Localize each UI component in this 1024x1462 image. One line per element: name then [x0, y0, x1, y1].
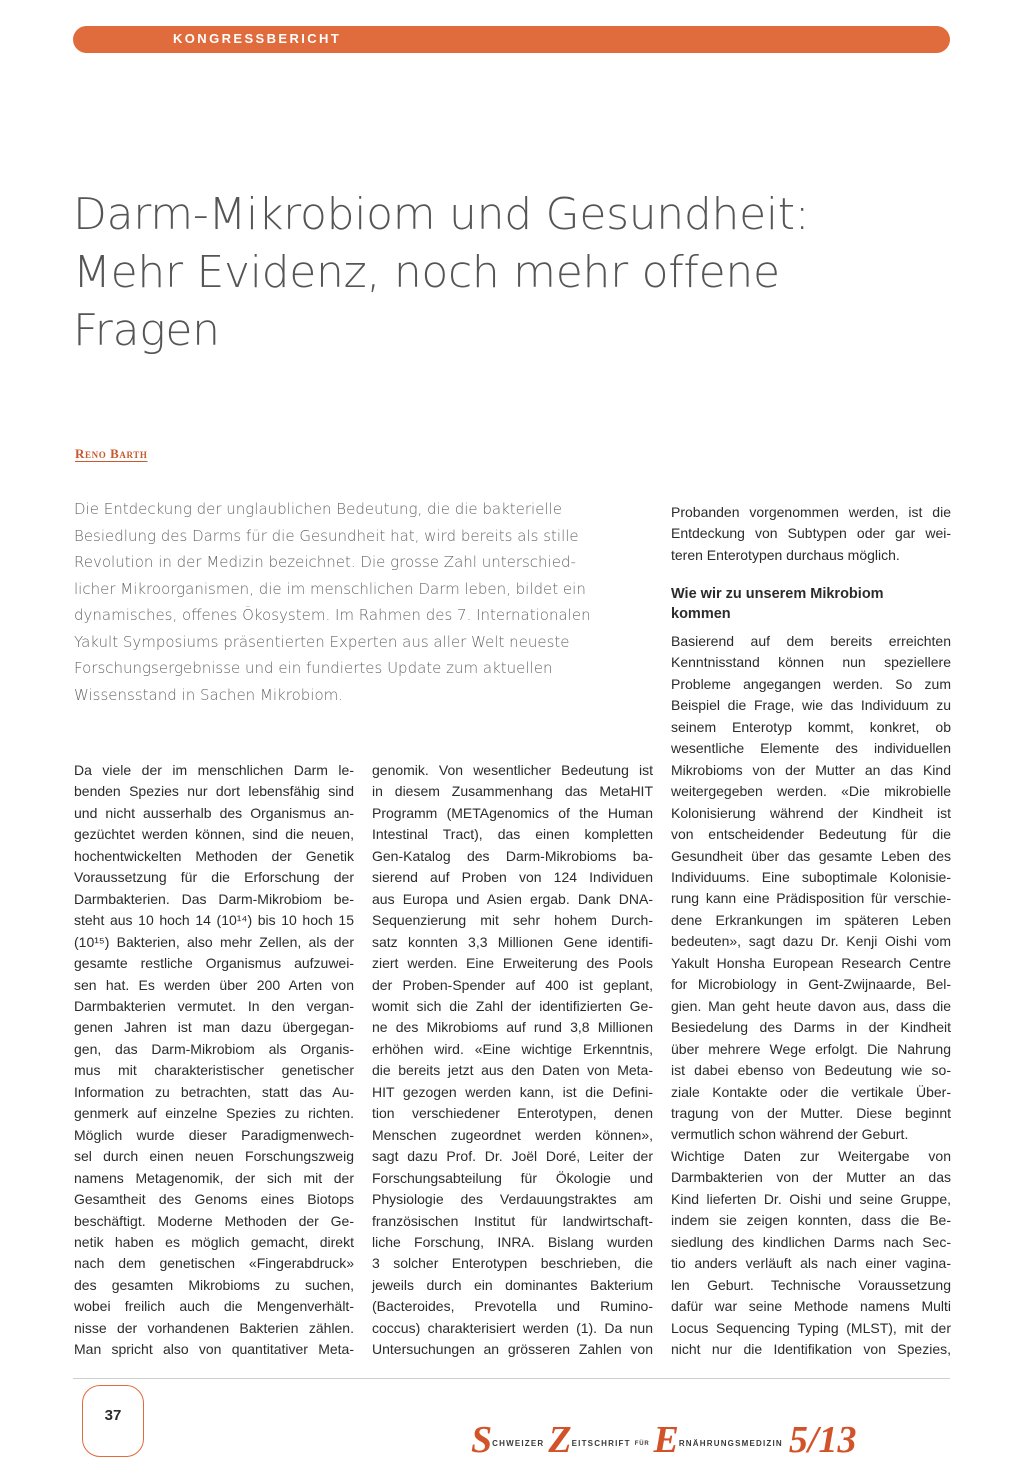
body-line: benden Spezies nur dort lebensfähig sind — [74, 783, 354, 800]
footer-divider — [73, 1378, 950, 1379]
page-number: 37 — [104, 1407, 122, 1424]
body-line: for Microbiology in Gent-Zwijnaarde, Bel- — [671, 976, 951, 993]
section-subheading — [671, 584, 951, 624]
lead-paragraph — [74, 496, 634, 708]
body-line: genmerk auf einzelne Spezies zu richten. — [74, 1105, 354, 1122]
lead-line: Die Entdeckung der unglaublichen Bedeutung, die die bakterielle — [74, 500, 563, 518]
journal-initial-e: E — [653, 1419, 679, 1461]
body-line: Möglich wurde dieser Paradigmenwech- — [74, 1126, 354, 1143]
body-line: beschäftigt. Moderne Methoden der Ge- — [74, 1212, 354, 1229]
body-line: Forschungsabteilung für Ökologie und — [372, 1169, 653, 1186]
body-line: sierend auf Proben von 124 Individuen — [372, 869, 653, 886]
body-line: über mehrere Wege erfolgt. Die Nahrung — [671, 1040, 951, 1057]
journal-initial-s: S — [471, 1419, 493, 1461]
body-line: len Geburt. Technische Voraussetzung — [671, 1276, 951, 1293]
body-line: die bereits jetzt aus den Daten von Meta- — [372, 1062, 653, 1079]
body-line: Mikrobioms von der Mutter an das Kind — [671, 761, 951, 778]
journal-word-3: FÜR — [634, 1441, 650, 1447]
body-line: Entdeckung von Subtypen oder gar wei- — [671, 525, 951, 542]
body-line: seinem Enterotyp kommt, konkret, ob — [671, 718, 951, 735]
journal-issue: 5/13 — [788, 1419, 857, 1461]
lead-line: Yakult Symposiums präsentierten Experten aus aller Welt neueste — [74, 632, 570, 651]
section-banner — [73, 26, 950, 53]
body-line: rung kann eine Prädisposition für verschie- — [671, 890, 951, 907]
body-line: Darmbakterien von der Mutter an das — [671, 1169, 951, 1186]
body-line: gen, das Darm-Mikrobiom als Organis- — [74, 1040, 354, 1057]
body-line: Physiologie des Verdauungstraktes am — [372, 1191, 653, 1208]
body-line: vermutlich schon während der Geburt. — [671, 1126, 909, 1143]
body-line: aus Europa und Asien ergab. Dank DNA- — [372, 890, 653, 907]
body-line: genomik. Von wesentlicher Bedeutung ist — [372, 762, 653, 778]
body-column-1 — [74, 760, 354, 1361]
body-line: Kind lieferten Dr. Oishi und seine Gruppe, — [671, 1190, 951, 1207]
body-line: Probleme angegangen werden. So zum — [671, 675, 951, 692]
body-line: (Bacteroides, Prevotella und Rumino- — [372, 1298, 653, 1315]
body-line: Probanden vorgenommen werden, ist die — [671, 504, 951, 520]
journal-word-1: CHWEIZER — [492, 1439, 545, 1448]
body-line: erhöhen wird. «Eine wichtige Erkenntnis, — [372, 1040, 653, 1057]
journal-word-2: EITSCHRIFT — [571, 1439, 631, 1448]
body-line: Locus Sequencing Typing (MLST), mit der — [671, 1319, 951, 1336]
body-line: von entscheidender Bedeutung für die — [671, 826, 951, 843]
body-line: genen Jahren ist man dazu übergegan- — [74, 1019, 354, 1036]
body-line: Besiedelung des Darms in der Kindheit — [671, 1019, 951, 1036]
body-column-3 — [671, 631, 951, 1360]
lead-line: Besiedlung des Darms für die Gesundheit hat, wird bereits als stille — [74, 526, 579, 545]
body-line: (10¹⁵) Bakterien, also mehr Zellen, als der — [74, 933, 354, 950]
article-title — [73, 186, 933, 360]
body-line: ziale Kontakte oder die vertikale Über- — [671, 1083, 951, 1100]
body-column-3-top — [671, 502, 951, 566]
body-line: in diesem Zusammenhang das MetaHIT — [372, 783, 653, 800]
journal-footer — [471, 1418, 871, 1462]
body-line: teren Enterotypen durchaus möglich. — [671, 546, 900, 563]
body-line: Basierend auf dem bereits erreichten — [671, 633, 951, 649]
body-line: französischen Institut für landwirtschaft- — [372, 1212, 653, 1229]
section-label: KONGRESSBERICHT — [173, 31, 342, 46]
body-line: gezüchtet werden können, sind die neuen, — [74, 826, 354, 843]
body-line: Darmbakterien vermutet. In den vergan- — [74, 997, 354, 1014]
body-line: sel durch einen neuen Forschungszweig — [74, 1148, 354, 1165]
body-line: ne des Mikrobioms auf rund 3,8 Millionen — [372, 1019, 653, 1036]
body-line: netik haben es möglich gemacht, direkt — [74, 1233, 354, 1250]
body-line: wesentliche Elemente des individuellen — [671, 740, 951, 757]
body-line: und nicht ausserhalb des Organismus an- — [74, 804, 354, 821]
title-line: Mehr Evidenz, noch mehr offene — [73, 247, 780, 298]
body-line: mus mit charakteristischer genetischer — [74, 1062, 354, 1079]
body-line: Beispiel die Frage, wie das Individuum zu — [671, 697, 951, 714]
title-line: Fragen — [73, 305, 220, 356]
body-line: womit sich die Zahl der identifizierten Ge- — [372, 997, 653, 1014]
journal-word-4: RNÄHRUNGSMEDIZIN — [678, 1439, 783, 1448]
subheading-line: Wie wir zu unserem Mikrobiom — [671, 586, 884, 602]
body-line: coccus) charakterisiert werden (1). Da nun — [372, 1319, 653, 1336]
body-line: dafür war seine Methode namens Multi — [671, 1298, 951, 1315]
body-line: namens Metagenomik, der sich mit der — [74, 1169, 354, 1186]
body-line: Sequenzierung mit sehr hohem Durch- — [372, 912, 653, 929]
body-line: Gesamtheit des Genoms eines Biotops — [74, 1191, 354, 1208]
body-line: weitergegeben werden. «Die mikrobielle — [671, 783, 951, 800]
body-line: tio anders verläuft als nach einer vagina- — [671, 1255, 951, 1272]
body-line: tion verschiedener Enterotypen, denen — [372, 1105, 653, 1122]
body-line: HIT gezogen werden kann, ist die Defini- — [372, 1083, 653, 1100]
page-number-box — [82, 1385, 144, 1457]
body-line: sagt dazu Prof. Dr. Joël Doré, Leiter der — [372, 1148, 653, 1165]
body-line: nicht nur die Identifikation von Spezies, — [671, 1340, 951, 1357]
body-line: tragung von der Mutter. Diese beginnt — [671, 1104, 951, 1121]
body-line: satz konnten 3,3 Millionen Gene identifi- — [372, 933, 653, 950]
body-line: nisse der vorhandenen Bakterien zählen. — [74, 1319, 354, 1336]
body-line: bedeuten», sagt dazu Dr. Kenji Oishi vom — [671, 933, 951, 950]
body-line: Kenntnisstand können nun speziellere — [671, 654, 951, 671]
body-line: Gen-Katalog des Darm-Mikrobioms ba- — [372, 847, 653, 864]
title-line: Darm-Mikrobiom und Gesundheit: — [73, 189, 810, 240]
subheading-line: kommen — [671, 606, 731, 622]
body-line: siedlung des kindlichen Darms nach Sec- — [671, 1233, 951, 1250]
body-line: dene Erkrankungen im späteren Leben — [671, 911, 951, 928]
body-line: gien. Man geht heute davon aus, dass die — [671, 997, 951, 1014]
body-line: Untersuchungen an grösseren Zahlen von — [372, 1341, 653, 1358]
body-line: Programm (METAgenomics of the Human — [372, 804, 653, 821]
body-line: nach dem genetischen «Fingerabdruck» — [74, 1255, 354, 1272]
body-line: Menschen zugeordnet werden können», — [372, 1126, 653, 1143]
lead-line: Forschungsergebnisse und ein fundiertes Update zum aktuellen — [74, 659, 553, 677]
body-line: wobei freilich auch die Mengenverhält- — [74, 1298, 354, 1315]
body-line: der Proben-Spender auf 400 ist geplant, — [372, 976, 653, 993]
body-line: liche Forschung, INRA. Bislang wurden — [372, 1233, 653, 1250]
lead-line: dynamisches, offenes Ökosystem. Im Rahmen des 7. Internationalen — [74, 606, 591, 624]
body-line: 3 solcher Enterotypen beschrieben, die — [372, 1255, 653, 1272]
body-line: indem sie zeigen konnten, dass die Be- — [671, 1212, 951, 1229]
body-line: Yakult Honsha European Research Centre — [671, 954, 951, 971]
body-line: Da viele der im menschlichen Darm le- — [74, 762, 354, 778]
body-line: Individuums. Eine suboptimale Kolonisie- — [671, 868, 951, 885]
body-line: Wichtige Daten zur Weitergabe von — [671, 1147, 951, 1164]
body-line: ist dabei ebenso von Bedeutung wie so- — [671, 1062, 951, 1079]
body-line: gesamte restliche Organismus aufzuwei- — [74, 955, 354, 972]
body-line: Kolonisierung während der Kindheit ist — [671, 804, 951, 821]
body-line: ziert werden. Eine Erweiterung des Pools — [372, 955, 653, 972]
body-line: Gesundheit über das gesamte Leben des — [671, 847, 951, 864]
body-line: Information zu betrachten, statt das Au- — [74, 1083, 354, 1100]
body-column-2 — [372, 760, 653, 1361]
body-line: Intestinal Tract), das einen kompletten — [372, 826, 653, 843]
body-line: jeweils durch ein dominantes Bakterium — [372, 1276, 653, 1293]
lead-line: Revolution in der Medizin bezeichnet. Die grosse Zahl unterschied- — [74, 553, 576, 571]
body-line: hochentwickelten Methoden der Genetik — [74, 847, 354, 864]
body-line: des gesamten Mikrobioms zu suchen, — [74, 1276, 354, 1293]
body-line: Darmbakterien. Das Darm-Mikrobiom be- — [74, 890, 354, 907]
body-line: Voraussetzung für die Erforschung der — [74, 869, 354, 886]
lead-line: licher Mikroorganismen, die im menschlichen Darm leben, bildet ein — [74, 579, 586, 598]
body-line: steht aus 10 hoch 14 (10¹⁴) bis 10 hoch 15 — [74, 912, 354, 929]
body-line: sen hat. Es werden über 200 Arten von — [74, 976, 354, 993]
journal-initial-z: Z — [548, 1419, 572, 1461]
author-name: Reno Barth — [75, 446, 148, 461]
lead-line: Wissensstand in Sachen Mikrobiom. — [74, 685, 344, 704]
body-line: Man spricht also von quantitativer Meta- — [74, 1341, 354, 1358]
